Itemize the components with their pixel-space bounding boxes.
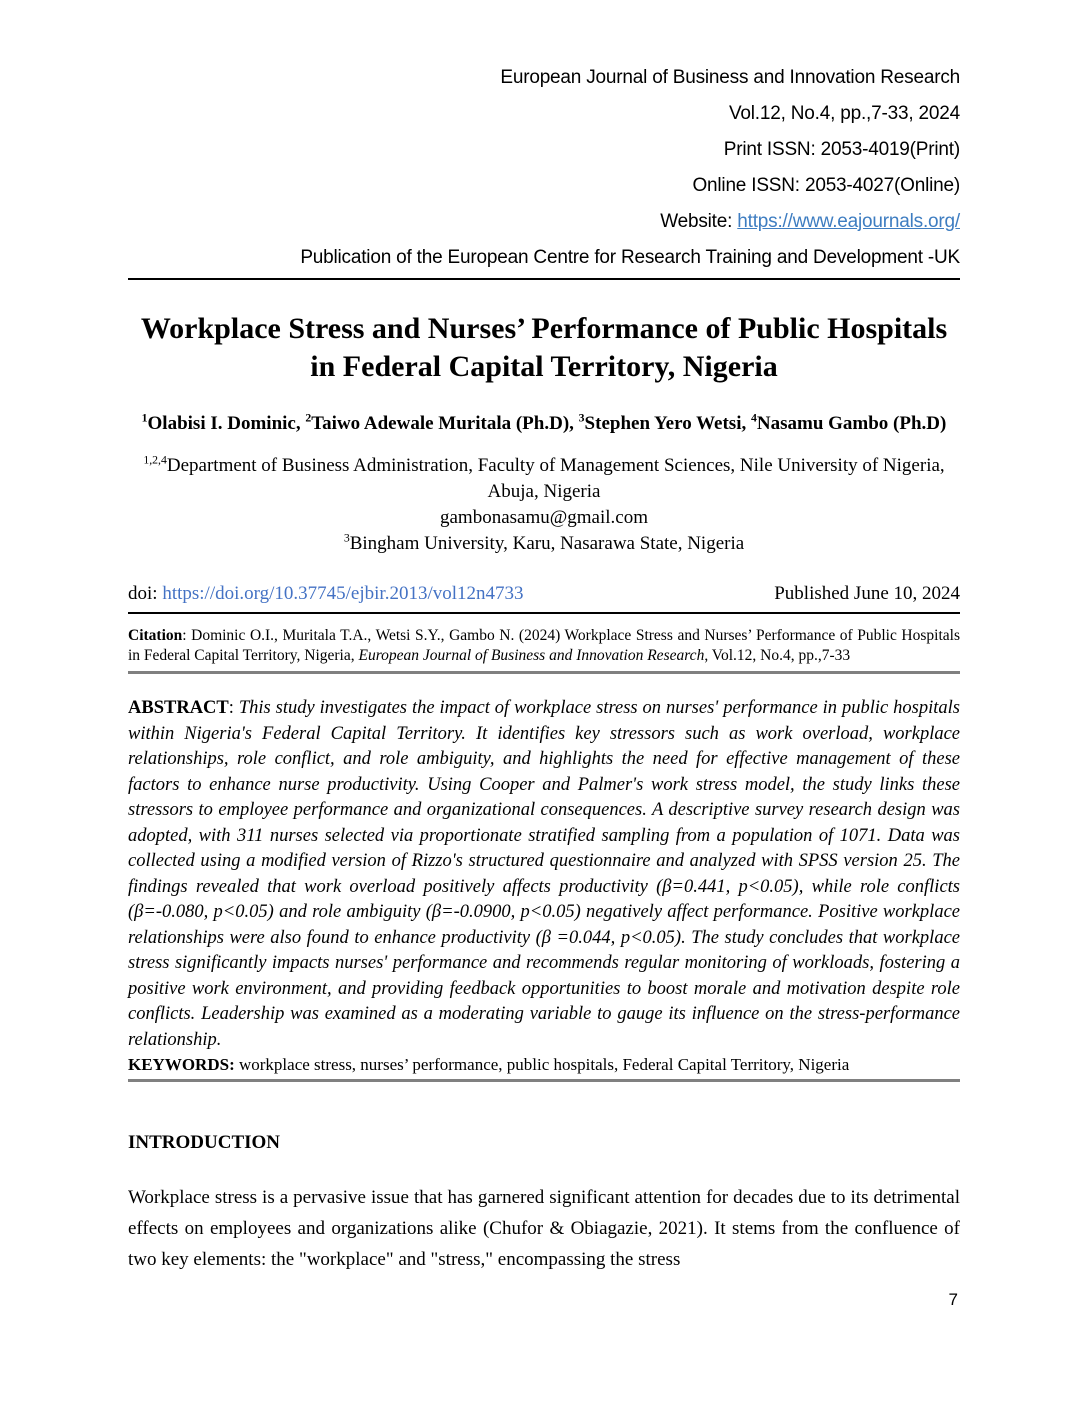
publication-line: Publication of the European Centre for Research Training and Development -UK [128,240,960,280]
author-2-name: Taiwo Adewale Muritala (Ph.D), [311,413,579,434]
citation-label: Citation [128,627,183,644]
contact-email: gambonasamu@gmail.com [440,507,648,528]
affiliation-1-superscript: 1,2,4 [143,453,167,467]
doi-link[interactable]: https://doi.org/10.37745/ejbir.2013/vol12n4733 [162,583,524,604]
doi-label: doi: [128,583,163,604]
affiliation-1-text: Department of Business Administration, Faculty of Management Sciences, Nile University of Nigeria, Abuja, Nigeria [166,455,945,502]
volume-issue-line: Vol.12, No.4, pp.,7-33, 2024 [728,103,960,124]
author-4 [751,413,946,434]
author-3 [579,413,751,434]
author-1-superscript: 1 [141,411,148,425]
abstract-label: ABSTRACT [128,698,229,718]
introduction-heading: INTRODUCTION [128,1132,281,1153]
author-1 [142,413,306,434]
author-2 [305,413,578,434]
online-issn-line: Online ISSN: 2053-4027(Online) [692,175,960,196]
page-content [128,0,960,1275]
abstract-text: This study investigates the impact of workplace stress on nurses' performance in public hospitals within Nigeria's Federal Capital Territory. It identifies key stressors such as work overload, workplace relationships, role conflict, and role ambiguity, and highlights the need for effective management of these factors to enhance nurse productivity. Using Cooper and Palmer's work stress model, the study links these stressors to employee performance and organizational consequences. A descriptive survey research design was adopted, with 311 nurses selected via proportionate stratified sampling from a population of 1071. Data was collected using a modified version of Rizzo's structured questionnaire and analyzed with SPSS version 25. The findings revealed that work overload positively affects productivity (β=0.441, p<0.05), while role conflicts (β=-0.080, p<0.05) and role ambiguity (β=-0.0900, p<0.05) negatively affect performance. Positive workplace relationships were also found to enhance productivity (β =0.044, p<0.05). The study concludes that workplace stress significantly impacts nurses' performance and recommends regular monitoring of workloads, fostering a positive work environment, and providing feedback opportunities to boost morale and motivation despite role conflicts. Leadership was examined as a moderating variable to gauge its influence on the stress-performance relationship. [128,698,961,1050]
author-4-name: Nasamu Gambo (Ph.D) [756,413,947,434]
authors-line [128,410,960,437]
page-number: 7 [948,1290,958,1309]
affiliations-block [128,453,960,557]
author-2-superscript: 2 [305,411,312,425]
author-1-name: Olabisi I. Dominic, [147,413,306,434]
affiliation-1 [128,453,960,505]
citation-text-after-journal: , Vol.12, No.4, pp.,7-33 [704,647,851,664]
citation-journal-name: European Journal of Business and Innovation Research [358,647,705,664]
journal-masthead [128,0,960,280]
website-link[interactable]: https://www.eajournals.org/ [737,211,960,232]
website-label: Website: [660,211,738,232]
print-issn-line: Print ISSN: 2053-4019(Print) [723,139,960,160]
affiliation-2-text: Bingham University, Karu, Nasarawa State, Nigeria [349,533,745,554]
citation-text-before-journal: : Dominic O.I., Muritala T.A., Wetsi S.Y., Gambo N. (2024) Workplace Stress and Nurses’ Performance of Public Hospitals in Federal Capital Territory, Nigeria, [128,627,960,664]
citation-block [128,626,960,674]
introduction-paragraph: Workplace stress is a pervasive issue that has garnered significant attention for decades due to its detrimental effects on employees and organizations alike (Chufor & Obiagazie, 2021). It stems from the confluence of two key elements: the "workplace" and "stress," encompassing the stress [128,1187,960,1270]
author-3-name: Stephen Yero Wetsi, [584,413,751,434]
doi-cell [128,583,524,605]
affiliation-2-superscript: 3 [343,531,350,545]
doi-row [128,583,960,614]
abstract-block [128,696,960,1053]
author-4-superscript: 4 [750,411,757,425]
keywords-text: workplace stress, nurses’ performance, public hospitals, Federal Capital Territory, Nigeria [234,1055,850,1074]
affiliation-2 [128,531,960,557]
website-line [128,204,960,240]
keywords-label: KEYWORDS: [128,1055,235,1074]
journal-name: European Journal of Business and Innovation Research [500,67,960,88]
author-3-superscript: 3 [578,411,585,425]
page-title: Workplace Stress and Nurses’ Performance of Public Hospitals in Federal Capital Territory, Nigeria [140,312,948,383]
published-date: Published June 10, 2024 [774,583,960,604]
keywords-line [128,1053,960,1082]
abstract-separator: : [228,698,239,718]
